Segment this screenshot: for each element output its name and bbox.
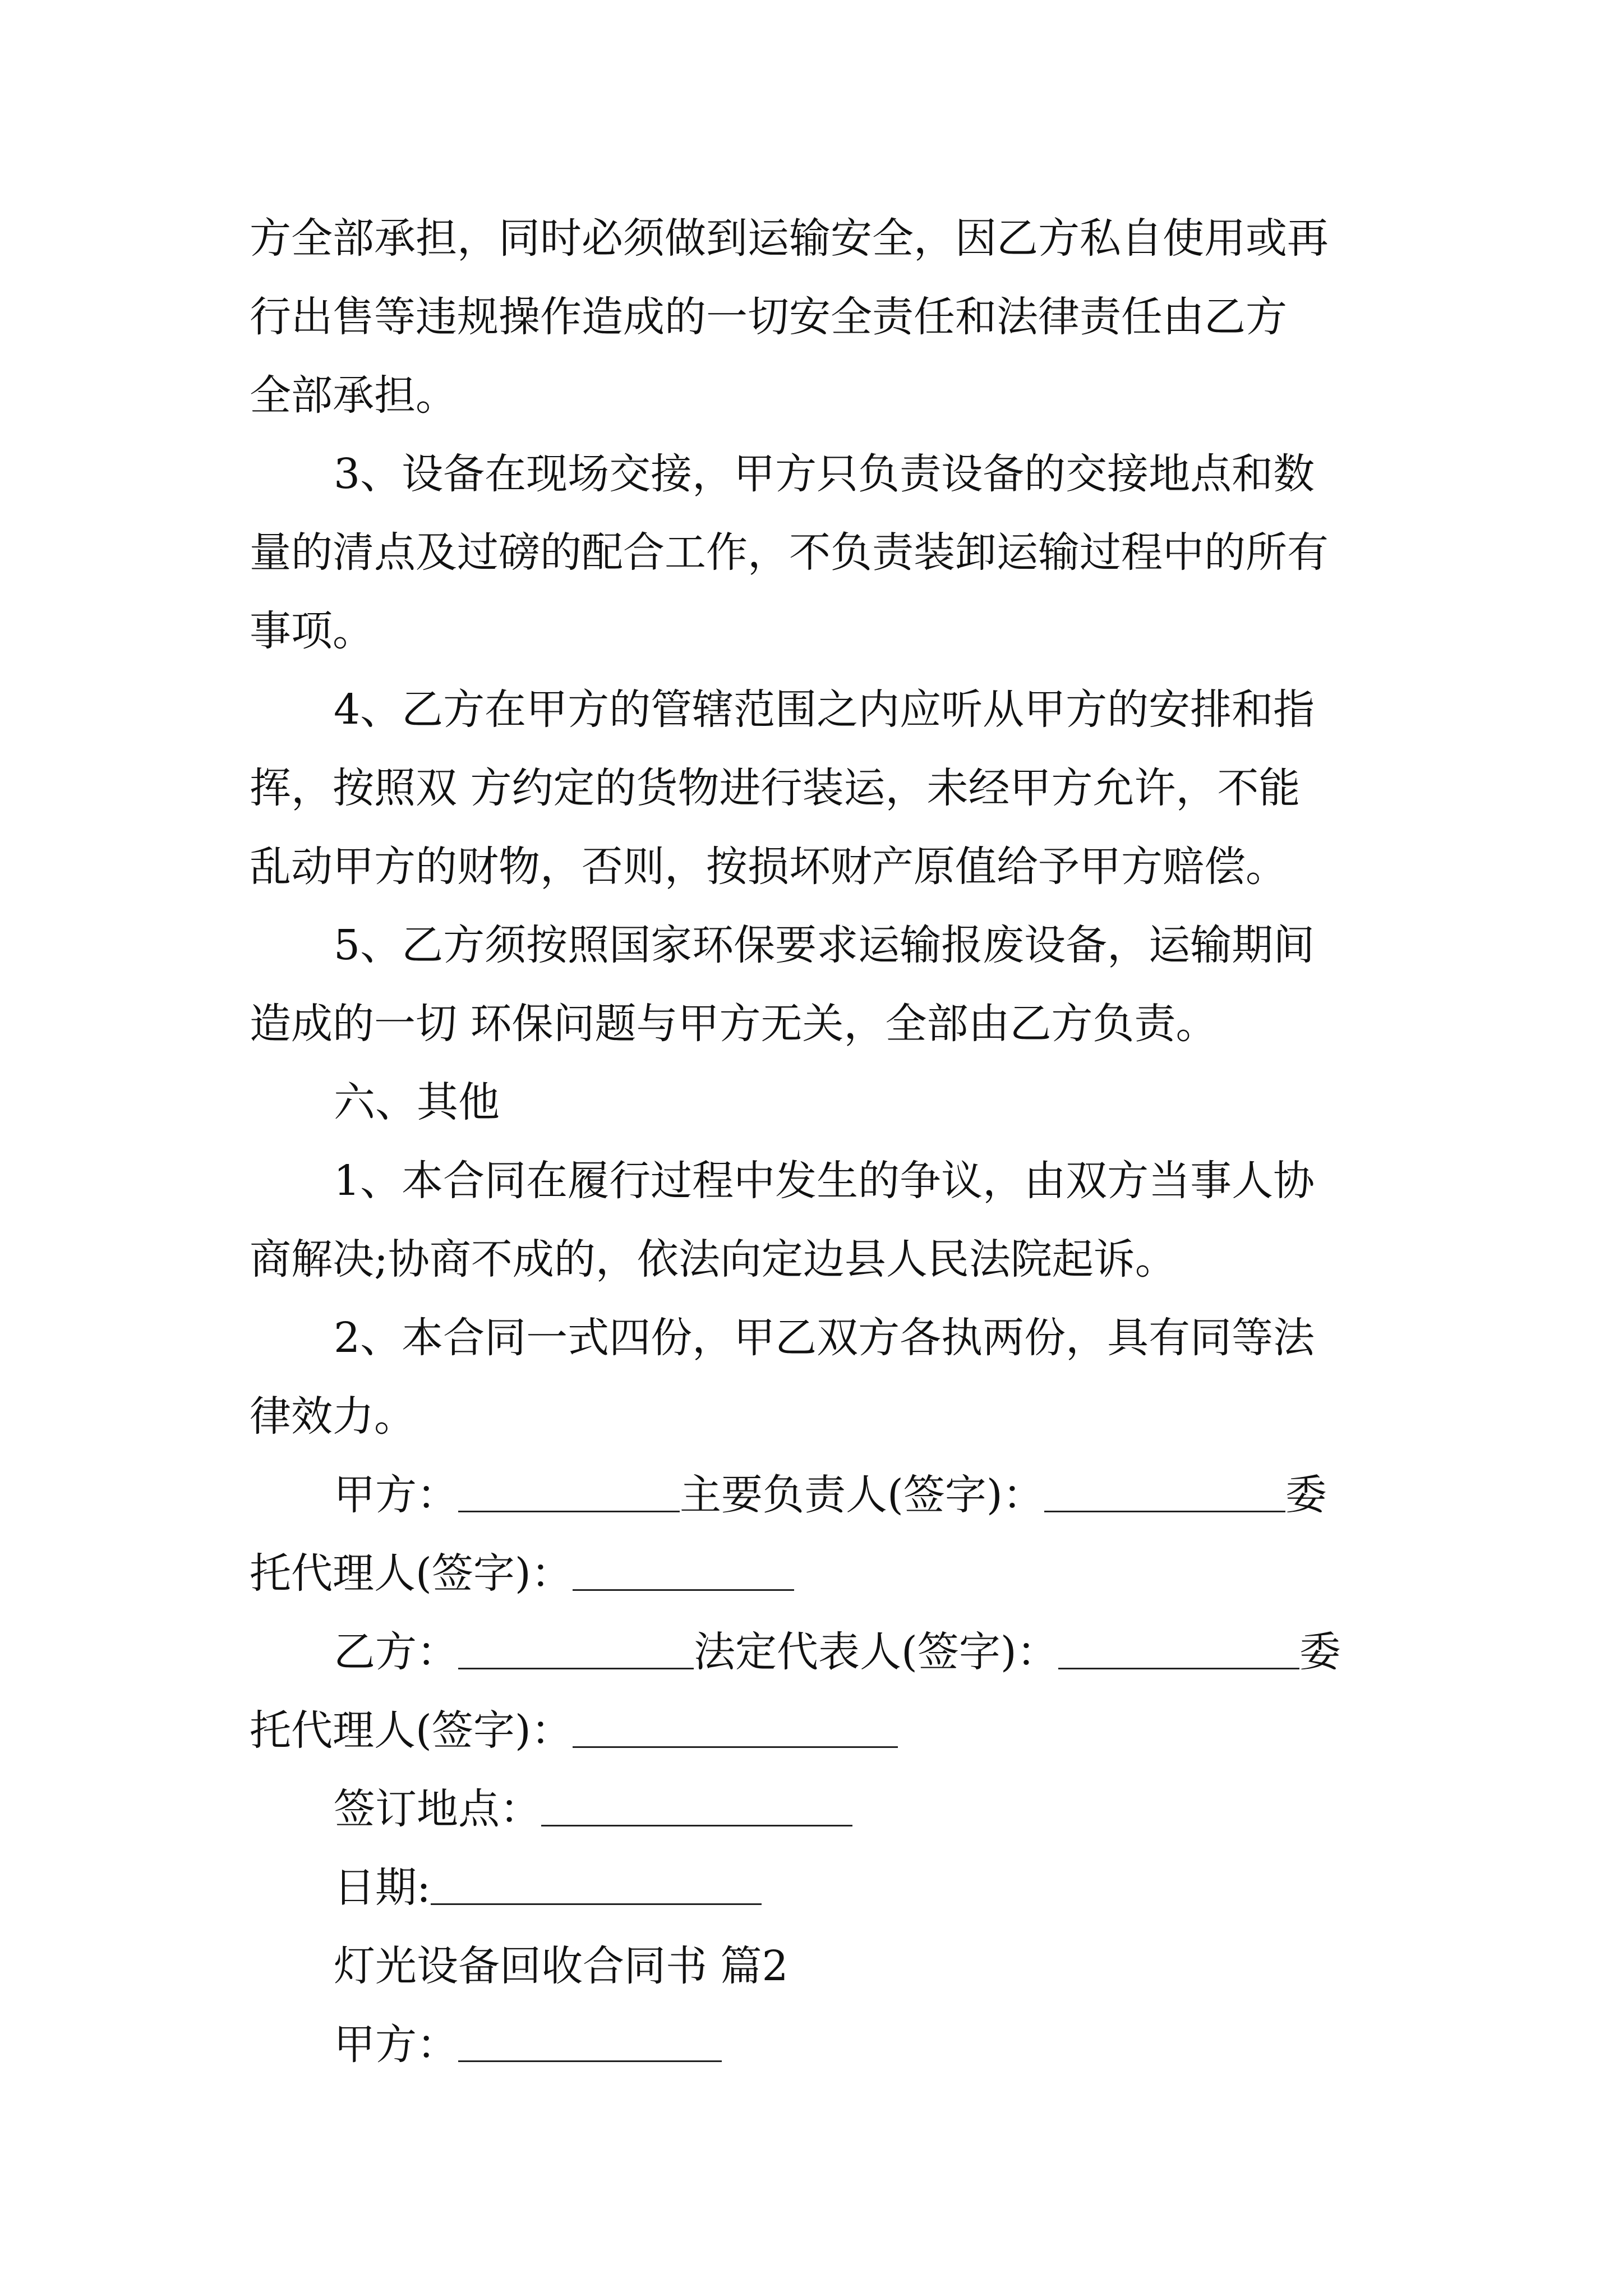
other1-line-1: 1、本合同在履行过程中发生的争议，由双方当事人协 (334, 1157, 1315, 1205)
next-party-a-label: 甲方： (334, 2021, 458, 2069)
section-heading-other: 六、其他 (334, 1078, 500, 1126)
other1-line-2: 商解决;协商不成的，依法向定边县人民法院起诉。 (250, 1235, 1177, 1283)
clause4-line-1: 4、乙方在甲方的管辖范围之内应听从甲方的安排和指 (334, 685, 1315, 734)
party-b-agent-blank (573, 1705, 898, 1756)
clause3-line-1: 3、设备在现场交接，甲方只负责设备的交接地点和数 (334, 450, 1315, 498)
clause3-line-2: 量的清点及过磅的配合工作，不负责装卸运输过程中的所有 (250, 528, 1329, 577)
date-label: 日期: (334, 1864, 431, 1912)
clause4-line-2: 挥，按照双 方约定的货物进行装运，未经甲方允许，不能 (250, 764, 1301, 812)
party-a-agent-label: 托代理人(签字)： (250, 1549, 573, 1598)
next-party-a-blank (458, 2019, 722, 2070)
party-a-principal-blank (1044, 1470, 1285, 1520)
clause5-line-1: 5、乙方须按照国家环保要求运输报废设备，运输期间 (334, 921, 1315, 969)
clause2-line-3: 全部承担。 (250, 371, 457, 420)
party-b-legal-label: 法定代表人(签字)： (694, 1628, 1058, 1676)
next-contract-title: 灯光设备回收合同书 篇2 (334, 1942, 789, 1990)
party-a-agent-line (250, 1548, 794, 1599)
party-b-agent-line (250, 1705, 898, 1756)
party-a-agent-blank (573, 1548, 794, 1599)
date-line (334, 1862, 762, 1913)
party-b-label: 乙方： (334, 1628, 458, 1676)
other2-line-1: 2、本合同一式四份，甲乙双方各执两份，具有同等法 (334, 1314, 1315, 1362)
party-a-principal-label: 主要负责人(签字)： (680, 1471, 1044, 1519)
clause5-line-2: 造成的一切 环保问题与甲方无关，全部由乙方负责。 (250, 1000, 1218, 1048)
party-b-legal-blank (1058, 1627, 1299, 1677)
next-party-a-line (334, 2019, 722, 2070)
party-b-wei: 委 (1299, 1628, 1341, 1676)
party-b-agent-label: 托代理人(签字)： (250, 1706, 573, 1755)
party-b-blank (458, 1627, 694, 1677)
signing-place-label: 签订地点： (334, 1785, 541, 1833)
clause4-line-3: 乱动甲方的财物，否则，按损坏财产原值给予甲方赔偿。 (250, 843, 1287, 891)
signing-place-line (334, 1784, 852, 1834)
clause3-line-3: 事项。 (250, 607, 374, 655)
date-blank (431, 1862, 762, 1913)
party-a-label: 甲方： (334, 1471, 458, 1519)
other2-line-2: 律效力。 (250, 1392, 416, 1441)
clause2-line-1: 方全部承担，同时必须做到运输安全，因乙方私自使用或再 (250, 214, 1329, 263)
party-b-signature-line (334, 1627, 1341, 1677)
party-a-blank (458, 1470, 680, 1520)
signing-place-blank (541, 1784, 852, 1834)
party-a-signature-line (334, 1470, 1327, 1520)
party-a-wei: 委 (1285, 1471, 1327, 1519)
clause2-line-2: 行出售等违规操作造成的一切安全责任和法律责任由乙方 (250, 293, 1287, 341)
